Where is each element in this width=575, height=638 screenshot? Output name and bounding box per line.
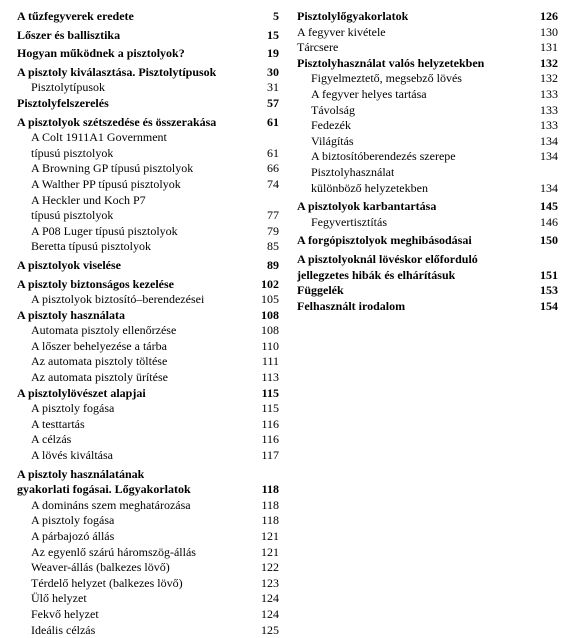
toc-entry [17,308,279,324]
toc-entry [17,576,279,592]
toc-entry [17,161,279,177]
toc-entry-page: 111 [261,354,279,369]
toc-entry-title: A pisztoly kiválasztása. Pisztolytípusok [17,64,217,79]
toc-entry-title: A fegyver kivétele [297,24,386,39]
toc-entry-page: 102 [261,276,279,291]
toc-entry [17,208,279,224]
toc-entry-title: Fedezék [311,118,351,133]
toc-entry-page: 124 [261,606,279,621]
toc-entry [17,115,279,131]
toc-entry-page: 133 [540,102,558,117]
toc-entry [297,233,558,249]
toc-entry-title: A pisztoly biztonságos kezelése [17,276,174,291]
toc-entry [297,268,558,284]
toc-entry [297,25,558,41]
toc-entry-title: Pisztolyfelszerelés [17,95,109,110]
toc-entry [17,258,279,274]
toc-entry-title: A pisztolyok biztosító–berendezései [31,292,205,307]
toc-entry-title: típusú pisztolyok [31,145,114,160]
toc-entry-page: 5 [273,9,279,23]
toc-entry-page: 74 [267,176,279,191]
toc-entry [17,339,279,355]
toc-entry-title: A pisztolylövészet alapjai [17,385,146,400]
toc-entry-title: A lövés kiváltása [31,448,113,463]
toc-entry-title: Lőszer és ballisztika [17,27,121,42]
toc-entry [17,28,279,44]
toc-entry [17,498,279,514]
toc-entry-title: A testtartás [31,416,85,431]
toc-entry-title: Pisztolyhasználat [311,164,395,179]
toc-entry-page: 30 [267,64,279,79]
toc-entry [17,370,279,386]
toc-entry-title: A domináns szem meghatározása [31,497,191,512]
toc-entry-title: A lőszer behelyezése a tárba [31,338,167,353]
toc-entry [17,224,279,240]
toc-entry-page: 110 [261,338,279,353]
toc-entry-page: 116 [261,432,279,447]
toc-entry-title: Ideális célzás [31,622,96,637]
toc-entry-page: 118 [261,513,279,528]
toc-entry-page: 153 [540,283,558,298]
toc-entry-page: 134 [540,180,558,195]
toc-entry-title: A pisztolyok szétszedése és összerakása [17,114,217,129]
toc-entry-title: A célzás [31,432,72,447]
toc-entry-title: Pisztolyhasználat valós helyzetekben [297,55,485,70]
toc-entry-page: 115 [261,401,279,416]
toc-entry [17,239,279,255]
toc-entry-title: A pisztoly fogása [31,513,115,528]
toc-entry-page: 89 [267,257,279,272]
toc-entry-title: A pisztolyoknál lövéskor előforduló [297,251,478,266]
toc-entry-title: jellegzetes hibák és elhárításuk [297,267,456,282]
toc-entry-title: Fekvő helyzet [31,606,99,621]
toc-entry [297,56,558,72]
toc-entry-page: 133 [540,86,558,101]
toc-entry-page: 131 [540,40,558,55]
toc-entry [297,134,558,150]
toc-entry-title: A Walther PP típusú pisztolyok [31,176,181,191]
toc-entry-page: 77 [267,208,279,223]
toc-entry [17,177,279,193]
toc-entry-page: 121 [261,544,279,559]
toc-entry-title: A tűzfegyverek eredete [17,9,134,23]
toc-entry-title: Fegyvertisztítás [311,214,387,229]
toc-entry-page: 105 [261,292,279,307]
toc-entry-page: 79 [267,223,279,238]
toc-entry [17,432,279,448]
toc-entry-page: 134 [540,149,558,164]
toc-right-column [297,9,558,314]
toc-entry-page: 115 [261,385,279,400]
toc-entry-page: 126 [540,9,558,23]
toc-entry-title: Pisztolytípusok [31,80,106,95]
toc-entry-page: 122 [261,560,279,575]
toc-entry-page: 108 [261,323,279,338]
toc-entry-title: típusú pisztolyok [31,208,114,223]
toc-entry [17,448,279,464]
toc-entry [17,277,279,293]
toc-entry [17,607,279,623]
toc-entry-page: 146 [540,214,558,229]
toc-entry-page: 133 [540,118,558,133]
toc-entry-page: 31 [267,80,279,95]
toc-entry-title: A párbajozó állás [31,529,115,543]
toc-entry [297,103,558,119]
toc-entry [17,354,279,370]
toc-entry-title: Távolság [311,102,355,117]
toc-entry [297,299,558,315]
toc-entry-title: Az automata pisztoly ürítése [31,370,168,385]
toc-entry [17,9,279,25]
toc-entry-title: Függelék [297,283,344,298]
toc-entry [17,591,279,607]
toc-entry-page: 132 [540,55,558,70]
toc-entry-page: 154 [540,298,558,313]
toc-entry [17,401,279,417]
toc-entry [17,467,279,483]
toc-entry-title: Ülő helyzet [31,591,87,606]
toc-entry-title: Figyelmeztető, megsebző lövés [311,71,462,86]
toc-entry [17,65,279,81]
toc-entry-title: A Heckler und Koch P7 [31,192,146,207]
toc-entry-title: gyakorlati fogásai. Lőgyakorlatok [17,482,191,497]
toc-left-column [17,9,279,638]
toc-entry-title: Világítás [311,133,354,148]
toc-entry [17,560,279,576]
toc-entry [17,193,279,209]
toc-entry [297,9,558,25]
toc-entry-page: 15 [267,27,279,42]
toc-entry [17,292,279,308]
toc-entry [297,149,558,165]
toc-entry-title: A pisztolyok viselése [17,257,121,272]
toc-entry [297,71,558,87]
toc-entry [297,87,558,103]
toc-entry-page: 145 [540,199,558,214]
toc-entry-title: Az egyenlő szárú háromszög-állás [31,544,196,559]
toc-entry-title: A pisztoly használata [17,307,126,322]
toc-entry-page: 118 [261,482,279,497]
toc-entry-title: Weaver-állás (balkezes lövő) [31,560,170,575]
toc-entry [17,417,279,433]
toc-entry-page: 85 [267,239,279,254]
toc-entry-title: A pisztoly fogása [31,401,115,416]
toc-entry-page: 61 [267,114,279,129]
toc-entry-title: Térdelő helyzet (balkezes lövő) [31,575,183,590]
toc-entry-title: A pisztoly használatának [17,466,145,481]
toc-entry-page: 123 [261,575,279,590]
toc-entry-title: Tárcsere [297,40,339,55]
toc-entry-title: Beretta típusú pisztolyok [31,239,151,254]
toc-entry-title: Pisztolylőgyakorlatok [297,9,409,23]
toc-entry-page: 150 [540,233,558,248]
toc-entry-page: 118 [261,497,279,512]
toc-entry [297,283,558,299]
toc-entry [17,146,279,162]
toc-entry-page: 134 [540,133,558,148]
toc-entry-title: Automata pisztoly ellenőrzése [31,323,177,338]
toc-entry-title: Felhasznált irodalom [297,298,406,313]
toc-entry-page: 132 [540,71,558,86]
toc-entry-page: 117 [261,448,279,463]
toc-entry [17,130,279,146]
toc-entry [297,40,558,56]
toc-entry [297,181,558,197]
toc-entry-title: különböző helyzetekben [311,180,428,195]
toc-entry-page: 116 [261,416,279,431]
toc-entry-page: 61 [267,145,279,160]
toc-entry-page: 151 [540,267,558,282]
toc-entry [17,80,279,96]
toc-entry-page: 125 [261,622,279,637]
toc-entry [17,386,279,402]
toc-entry [17,482,279,498]
toc-entry [17,96,279,112]
toc-entry-page: 19 [267,46,279,61]
toc-entry-page: 108 [261,307,279,322]
toc-entry [17,323,279,339]
toc-entry-title: A P08 Luger típusú pisztolyok [31,223,178,238]
toc-entry [17,46,279,62]
toc-entry-title: A biztosítóberendezés szerepe [311,149,456,164]
toc-entry [297,199,558,215]
toc-entry [297,252,558,268]
toc-entry-title: A Colt 1911A1 Government [31,130,167,145]
toc-entry-page: 121 [261,529,279,543]
toc-entry-page: 57 [267,95,279,110]
toc-entry [17,529,279,545]
toc-entry-title: A fegyver helyes tartása [311,86,427,101]
toc-entry-title: A Browning GP típusú pisztolyok [31,161,194,176]
toc-entry-title: Hogyan működnek a pisztolyok? [17,46,185,61]
toc-entry-title: A pisztolyok karbantartása [297,199,437,214]
toc-entry [297,165,558,181]
toc-entry-title: Az automata pisztoly töltése [31,354,168,369]
toc-entry-title: A forgópisztolyok meghibásodásai [297,233,472,248]
toc-entry [17,513,279,529]
toc-entry-page: 113 [261,370,279,385]
toc-entry [17,545,279,561]
toc-entry-page: 124 [261,591,279,606]
toc-entry [297,215,558,231]
toc-entry-page: 66 [267,161,279,176]
toc-entry-page: 130 [540,24,558,39]
toc-entry [297,118,558,134]
